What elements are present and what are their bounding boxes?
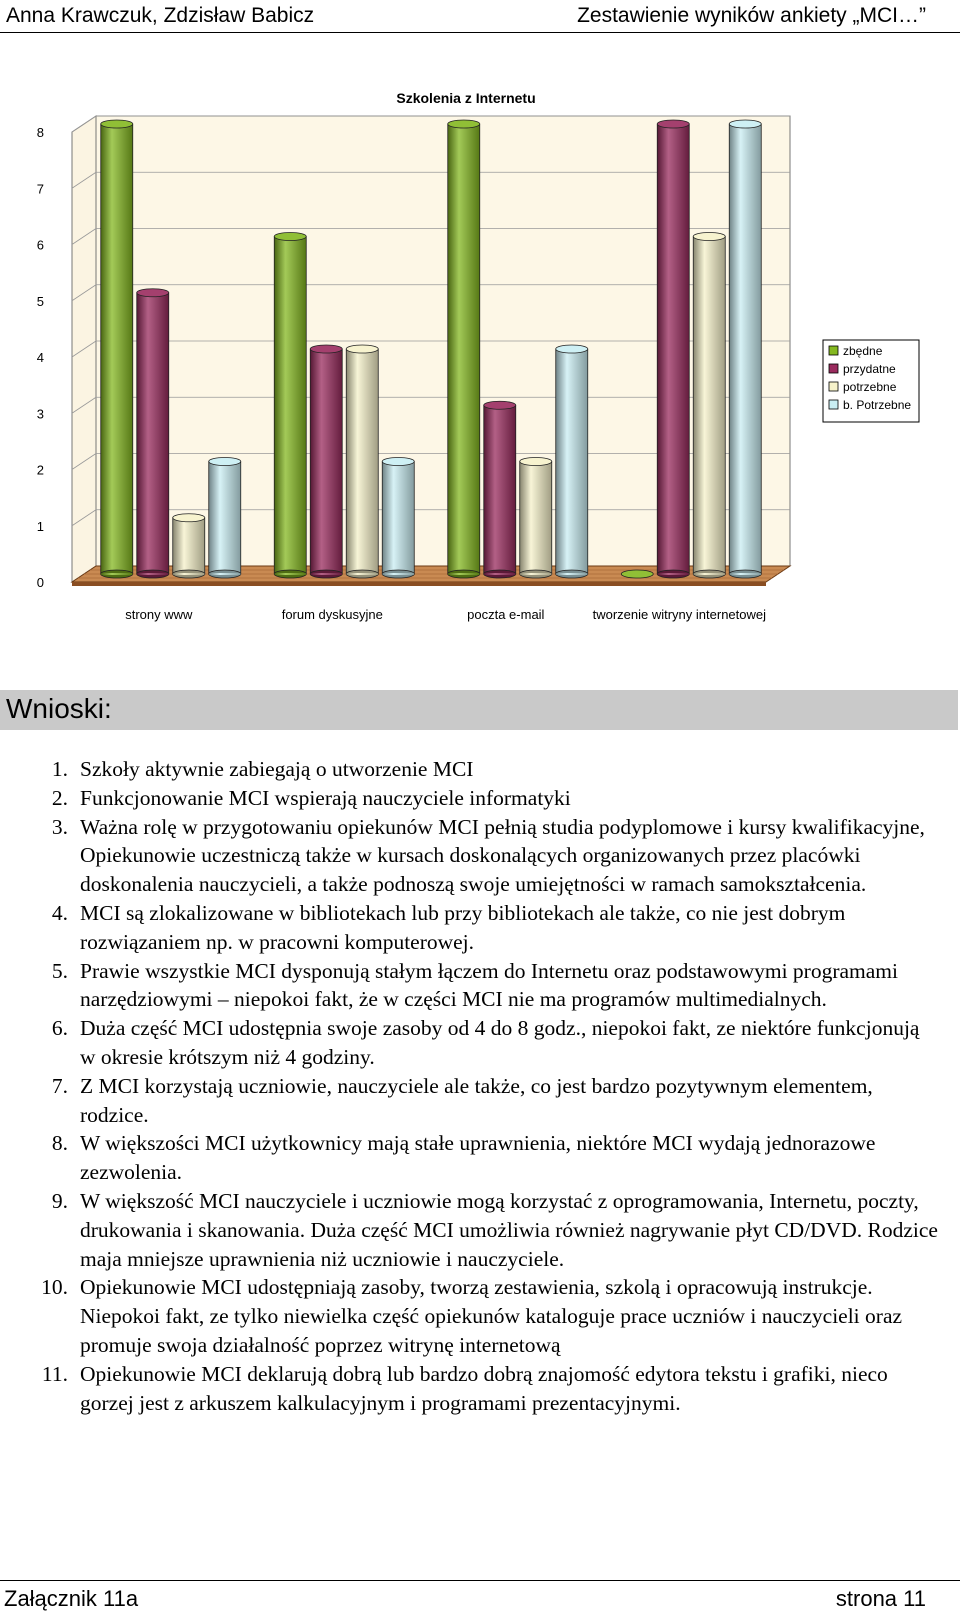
x-tick-label: poczta e-mail	[467, 607, 545, 622]
y-tick-label: 4	[36, 350, 44, 365]
page-footer	[0, 1580, 960, 1616]
conclusion-item	[0, 1014, 940, 1072]
conclusion-item	[0, 755, 940, 784]
page-header	[0, 0, 960, 34]
conclusion-number: 7.	[51, 1073, 68, 1098]
bar-potrzebne-1	[173, 514, 205, 578]
bar-przydatne-4	[657, 120, 689, 578]
bar-zb-dne-1	[101, 120, 133, 578]
bar-b-potrzebne-2	[382, 458, 414, 579]
y-tick-label: 2	[36, 462, 44, 478]
chart-title: Szkolenia z Internetu	[396, 90, 536, 106]
legend-label: b. Potrzebne	[843, 398, 912, 412]
section-title: Wnioski:	[6, 693, 112, 724]
conclusion-item	[0, 1273, 940, 1359]
conclusion-number: 2.	[51, 785, 68, 810]
conclusion-number: 1.	[51, 757, 68, 781]
bar-b-potrzebne-1	[209, 458, 241, 579]
footer-attachment: Załącznik 11a	[4, 1586, 139, 1611]
bar-chart	[0, 70, 960, 630]
y-tick-label: 3	[36, 406, 44, 422]
y-tick-label: 7	[36, 181, 44, 197]
y-tick-label: 1	[36, 518, 44, 534]
conclusion-text: Prawie wszystkie MCI dysponują stałym łączem do Internetu oraz podstawowymi programami narzędziowymi – niepokoi fakt, że w części MCI nie ma programów multimedialnych.	[80, 958, 898, 1012]
chart-legend	[823, 340, 919, 422]
footer-rule	[0, 1580, 960, 1581]
bar-b-potrzebne-4	[729, 120, 761, 578]
legend-swatch	[829, 400, 838, 409]
y-tick-label: 5	[36, 293, 44, 309]
legend-swatch	[829, 346, 838, 355]
bar-zb-dne-2	[274, 233, 306, 579]
bar-przydatne-3	[484, 401, 516, 578]
conclusion-number: 4.	[51, 900, 68, 925]
bar-przydatne-1	[137, 289, 169, 578]
conclusion-item	[0, 813, 940, 899]
bar-przydatne-2	[310, 345, 342, 578]
header-document-title: Zestawienie wyników ankiety „MCI…”	[577, 4, 926, 27]
conclusion-item	[0, 899, 940, 957]
y-tick-label: 0	[36, 575, 44, 590]
conclusion-text: Funkcjonowanie MCI wspierają nauczyciele informatyki	[80, 785, 571, 810]
conclusion-text: Szkoły aktywnie zabiegają o utworzenie MCI	[80, 757, 474, 781]
header-authors: Anna Krawczuk, Zdzisław Babicz	[6, 4, 315, 27]
bar-potrzebne-4	[693, 233, 725, 579]
bar-potrzebne-3	[520, 458, 552, 579]
bar-b-potrzebne-3	[556, 345, 588, 578]
x-tick-label: tworzenie witryny internetowej	[592, 607, 767, 622]
legend-label: przydatne	[843, 362, 896, 376]
legend-swatch	[829, 364, 838, 373]
section-header	[0, 690, 958, 730]
x-tick-label: strony www	[125, 607, 193, 622]
conclusion-text: Ważna rolę w przygotowaniu opiekunów MCI pełnią studia podyplomowe i kursy kwalifikacyjne, Opiekunowie uczestniczą także w kursach doskonalących organizowanych przez placówki doskonalenia nauczycieli, a także podnoszą swoje umiejętności w ramach samokształcenia.	[80, 814, 925, 897]
footer-page-number: strona 11	[835, 1586, 926, 1611]
legend-label: zbędne	[843, 344, 883, 358]
bar-zb-dne-3	[448, 120, 480, 578]
y-axis	[37, 125, 44, 590]
conclusion-text: W większości MCI użytkownicy mają stałe uprawnienia, niektóre MCI wydają jednorazowe zezwolenia.	[80, 1131, 876, 1185]
conclusion-text: Opiekunowie MCI udostępniają zasoby, tworzą zestawienia, szkolą i opracowują instrukcje. Niepokoi fakt, ze tylko niewielka część opiekunów kataloguje prace uczniów i nauczycieli oraz promuje swoja działalność poprzez witrynę internetową	[80, 1275, 903, 1357]
conclusion-number: 6.	[51, 1016, 68, 1041]
conclusion-item	[0, 1129, 940, 1187]
conclusions-list	[0, 755, 940, 1417]
conclusion-number: 9.	[51, 1188, 68, 1213]
conclusion-number: 5.	[51, 958, 68, 983]
conclusion-text: MCI są zlokalizowane w bibliotekach lub przy bibliotekach ale także, co nie jest dobrym rozwiązaniem np. w pracowni komputerowej.	[80, 900, 846, 954]
conclusion-text: Duża część MCI udostępnia swoje zasoby od 4 do 8 godz., niepokoi fakt, ze niektóre funkcjonują w okresie krótszym niż 4 godziny.	[80, 1016, 920, 1069]
x-axis	[125, 607, 766, 622]
legend-label: potrzebne	[843, 380, 897, 394]
header-rule	[0, 32, 960, 33]
conclusion-item	[0, 784, 940, 813]
conclusion-number: 10.	[41, 1275, 68, 1300]
legend-swatch	[829, 382, 838, 391]
conclusion-item	[0, 1072, 940, 1130]
bar-zb-dne-4	[621, 570, 653, 578]
conclusion-item	[0, 1187, 940, 1273]
conclusion-text: Z MCI korzystają uczniowie, nauczyciele ale także, co jest bardzo pozytywnym elementem, rodzice.	[80, 1073, 873, 1127]
conclusion-number: 11.	[41, 1361, 68, 1386]
y-tick-label: 6	[36, 237, 44, 253]
y-tick-label: 8	[36, 125, 44, 140]
bar-potrzebne-2	[346, 345, 378, 578]
conclusion-item	[0, 957, 940, 1015]
x-tick-label: forum dyskusyjne	[281, 607, 383, 622]
chart-floor-edge	[72, 582, 766, 586]
conclusion-text: W większość MCI nauczyciele i uczniowie mogą korzystać z oprogramowania, Internetu, poczty, drukowania i skanowania. Duża część MCI umożliwia również nagrywanie płyt CD/DVD. Rodzice maja mniejsze uprawnienia niż uczniowie i nauczyciele.	[80, 1188, 938, 1271]
conclusion-text: Opiekunowie MCI deklarują dobrą lub bardzo dobrą znajomość edytora tekstu i grafiki, nieco gorzej jest z arkuszem kalkulacyjnym i programami prezentacyjnymi.	[80, 1361, 888, 1415]
conclusion-number: 3.	[51, 814, 68, 839]
conclusion-number: 8.	[51, 1131, 68, 1156]
conclusion-item	[0, 1360, 940, 1418]
